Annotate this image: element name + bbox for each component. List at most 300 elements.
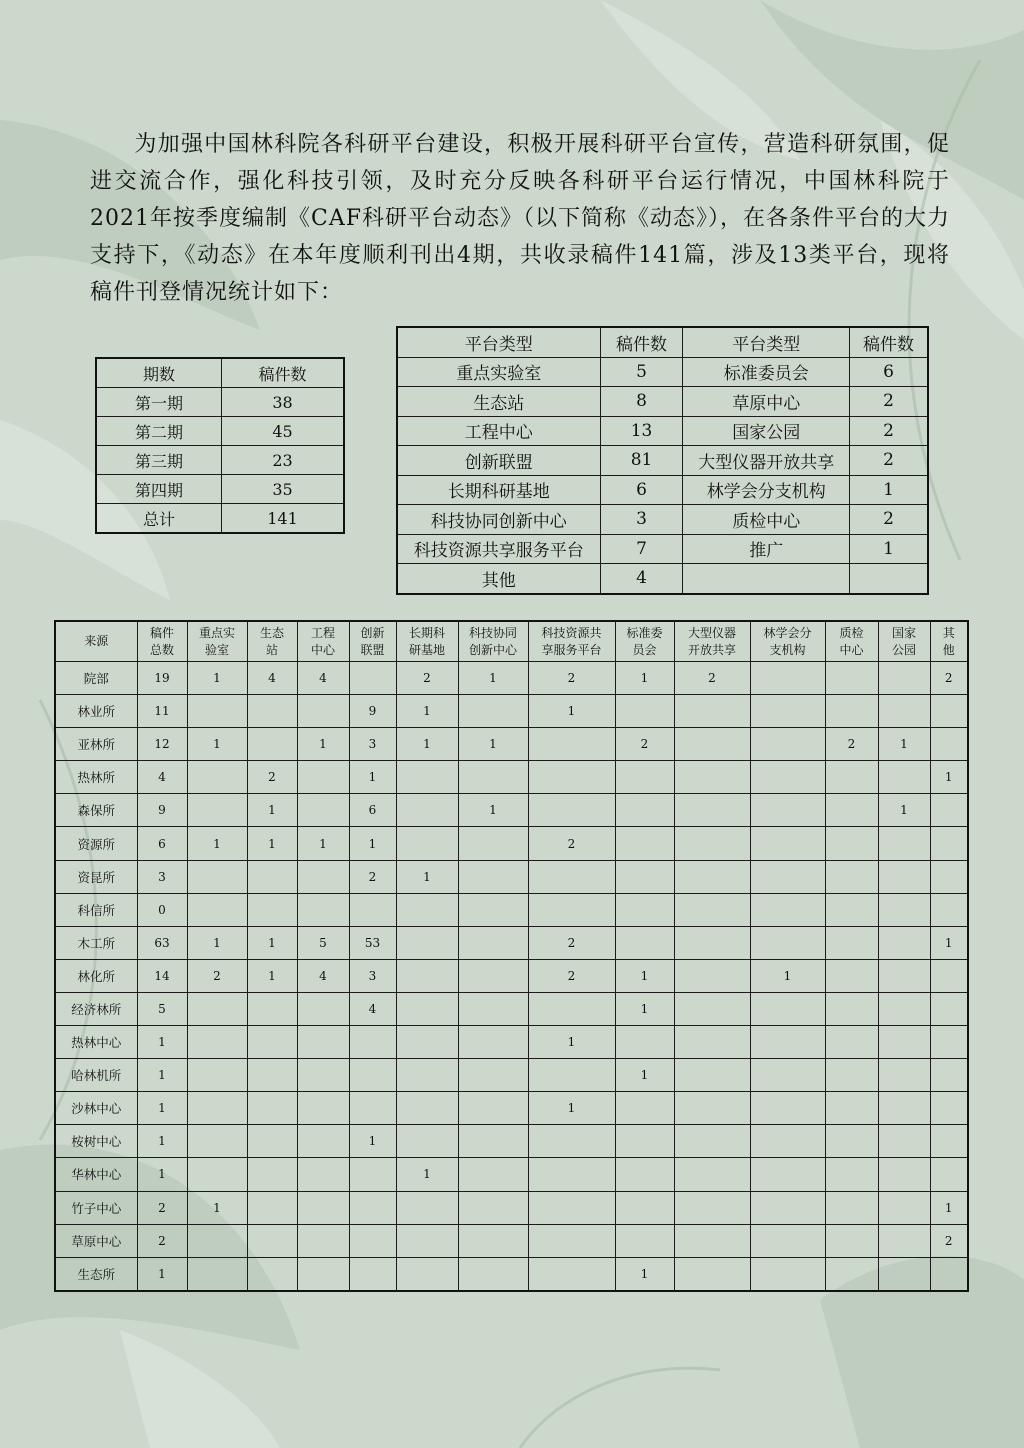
total-count: 5 [137, 992, 187, 1025]
issue-label: 第四期 [96, 475, 222, 504]
platform-type: 大型仪器开放共享 [683, 446, 850, 476]
table-row [96, 417, 344, 446]
header-line: 大型仪器 [687, 625, 736, 640]
platform-count [674, 695, 750, 728]
source-name: 科信所 [55, 893, 137, 926]
source-name: 亚林所 [55, 728, 137, 761]
platform-count: 2 [930, 1224, 968, 1257]
platform-count: 1 [615, 1059, 674, 1092]
platform-count [458, 827, 528, 860]
platform-count [750, 1257, 825, 1291]
platform-count: 1 [297, 827, 349, 860]
header-line: 公园 [891, 642, 916, 657]
platform-count [297, 1125, 349, 1158]
total-count: 6 [137, 827, 187, 860]
platform-count [349, 1059, 396, 1092]
platform-count [750, 992, 825, 1025]
platform-count [615, 827, 674, 860]
platform-count [458, 992, 528, 1025]
platform-count [396, 1026, 458, 1059]
platform-count: 7 [600, 534, 683, 564]
platform-count [396, 1125, 458, 1158]
header-line: 科技协同 [468, 625, 517, 640]
platform-count [878, 695, 930, 728]
platform-count [674, 1224, 750, 1257]
platform-count: 1 [615, 992, 674, 1025]
platform-count [674, 1092, 750, 1125]
platform-count: 1 [187, 827, 247, 860]
platform-count [825, 1125, 878, 1158]
platform-count [247, 893, 297, 926]
header-line: 稿件 [149, 625, 174, 640]
platform-count [878, 1191, 930, 1224]
platform-count [750, 1158, 825, 1191]
platform-count: 1 [930, 761, 968, 794]
platform-count: 1 [349, 761, 396, 794]
header-line: 质检 [839, 625, 864, 640]
source-name: 哈林机所 [55, 1059, 137, 1092]
platform-count: 2 [850, 387, 928, 417]
platform-count [247, 1092, 297, 1125]
platform-count [878, 860, 930, 893]
platform-count [930, 695, 968, 728]
platform-count: 9 [349, 695, 396, 728]
table-row [55, 1092, 968, 1125]
platform-count [349, 1026, 396, 1059]
platform-count: 1 [349, 827, 396, 860]
platform-count [458, 1059, 528, 1092]
header-line: 林学会分 [763, 625, 812, 640]
platform-count: 2 [247, 761, 297, 794]
platform-count [615, 695, 674, 728]
platform-count [458, 1125, 528, 1158]
platform-count [930, 893, 968, 926]
platform-count [750, 1092, 825, 1125]
platform-count [458, 695, 528, 728]
platform-count [825, 893, 878, 926]
platform-count [750, 728, 825, 761]
platform-type: 其他 [397, 564, 600, 594]
total-count: 1 [137, 1026, 187, 1059]
table-row [55, 926, 968, 959]
header-cell [137, 621, 187, 662]
platform-count [458, 1158, 528, 1191]
platform-count [396, 893, 458, 926]
platform-count [878, 1026, 930, 1059]
table-row [55, 1059, 968, 1092]
table-row [397, 564, 928, 594]
platform-count [349, 1158, 396, 1191]
platform-count [187, 1158, 247, 1191]
platform-table [396, 326, 929, 595]
table-row [55, 662, 968, 695]
total-count: 2 [137, 1191, 187, 1224]
platform-count [825, 926, 878, 959]
platform-count: 2 [528, 827, 615, 860]
source-name: 草原中心 [55, 1224, 137, 1257]
platform-count [825, 662, 878, 695]
platform-count: 1 [458, 728, 528, 761]
header-cell [674, 621, 750, 662]
table-row [397, 534, 928, 564]
platform-count: 2 [615, 728, 674, 761]
platform-count [750, 1224, 825, 1257]
platform-count [930, 860, 968, 893]
total-count: 1 [137, 1257, 187, 1291]
header-line: 科技资源共 [541, 625, 602, 640]
header-line: 工程 [310, 625, 335, 640]
platform-count [247, 1191, 297, 1224]
source-table [54, 620, 969, 1292]
platform-count [674, 1158, 750, 1191]
platform-count: 1 [878, 794, 930, 827]
platform-count [458, 1092, 528, 1125]
table-header-row [55, 621, 968, 662]
total-count: 1 [137, 1125, 187, 1158]
platform-count [930, 1158, 968, 1191]
source-name: 桉树中心 [55, 1125, 137, 1158]
header-cell [878, 621, 930, 662]
platform-count [750, 1026, 825, 1059]
platform-count [750, 761, 825, 794]
platform-count [825, 959, 878, 992]
header-line: 来源 [84, 634, 109, 648]
platform-count [297, 794, 349, 827]
table-header-row [96, 358, 344, 388]
platform-count: 1 [615, 662, 674, 695]
platform-count: 1 [615, 1257, 674, 1291]
platform-count [878, 1125, 930, 1158]
platform-count: 2 [674, 662, 750, 695]
platform-count [674, 1191, 750, 1224]
header-line: 享服务平台 [541, 642, 602, 657]
platform-count [825, 761, 878, 794]
platform-count [297, 1026, 349, 1059]
header-cell: 稿件数 [600, 327, 683, 357]
platform-type: 草原中心 [683, 387, 850, 417]
total-count: 12 [137, 728, 187, 761]
total-count: 3 [137, 860, 187, 893]
issue-count: 45 [222, 417, 345, 446]
platform-count [615, 761, 674, 794]
platform-count [674, 893, 750, 926]
header-line: 支机构 [769, 642, 806, 657]
platform-count [247, 1125, 297, 1158]
platform-count [825, 1224, 878, 1257]
header-cell [750, 621, 825, 662]
platform-count: 1 [850, 534, 928, 564]
issue-label: 第三期 [96, 446, 222, 475]
platform-count [187, 1059, 247, 1092]
platform-type: 创新联盟 [397, 446, 600, 476]
platform-type: 工程中心 [397, 416, 600, 446]
platform-count: 1 [349, 1125, 396, 1158]
platform-count [187, 893, 247, 926]
platform-count: 2 [528, 959, 615, 992]
header-line: 验室 [204, 642, 229, 657]
header-line: 创新 [360, 625, 385, 640]
table-row [55, 761, 968, 794]
platform-count [930, 992, 968, 1025]
header-cell [930, 621, 968, 662]
header-line: 联盟 [360, 642, 385, 657]
header-line: 开放共享 [687, 642, 736, 657]
platform-count [349, 662, 396, 695]
platform-count [674, 1125, 750, 1158]
platform-count [878, 893, 930, 926]
platform-count: 1 [297, 728, 349, 761]
table-row [397, 446, 928, 476]
platform-count [750, 1191, 825, 1224]
platform-count [825, 695, 878, 728]
platform-count [825, 794, 878, 827]
source-name: 经济林所 [55, 992, 137, 1025]
platform-count [930, 794, 968, 827]
header-cell [458, 621, 528, 662]
header-cell [55, 621, 137, 662]
source-name: 热林中心 [55, 1026, 137, 1059]
table-row [397, 416, 928, 446]
platform-count [878, 1158, 930, 1191]
header-line: 研基地 [408, 642, 445, 657]
total-count: 1 [137, 1059, 187, 1092]
platform-type: 重点实验室 [397, 357, 600, 387]
platform-count [528, 728, 615, 761]
platform-count: 2 [528, 662, 615, 695]
platform-count [187, 1257, 247, 1291]
platform-count [349, 1092, 396, 1125]
header-line: 他 [942, 642, 955, 657]
platform-type: 科技协同创新中心 [397, 505, 600, 535]
platform-count [878, 926, 930, 959]
platform-count [247, 1224, 297, 1257]
header-line: 站 [265, 642, 278, 657]
platform-count [674, 1059, 750, 1092]
platform-count: 4 [349, 992, 396, 1025]
table-row [397, 475, 928, 505]
table-row [55, 728, 968, 761]
platform-count [750, 860, 825, 893]
platform-count: 2 [396, 662, 458, 695]
header-line: 重点实 [198, 625, 235, 640]
platform-count: 5 [297, 926, 349, 959]
platform-count: 1 [750, 959, 825, 992]
total-count: 1 [137, 1158, 187, 1191]
platform-count [674, 728, 750, 761]
platform-count [750, 794, 825, 827]
platform-count: 4 [297, 959, 349, 992]
platform-count [825, 860, 878, 893]
platform-count [187, 794, 247, 827]
platform-type: 质检中心 [683, 505, 850, 535]
source-name: 森保所 [55, 794, 137, 827]
platform-count [528, 1059, 615, 1092]
header-cell [187, 621, 247, 662]
platform-count [396, 1257, 458, 1291]
platform-type: 长期科研基地 [397, 475, 600, 505]
table-row [55, 794, 968, 827]
platform-count [528, 1191, 615, 1224]
issue-count: 141 [222, 504, 345, 534]
platform-count [458, 959, 528, 992]
platform-count [247, 860, 297, 893]
platform-count [349, 1224, 396, 1257]
platform-count [297, 1224, 349, 1257]
source-name: 生态所 [55, 1257, 137, 1291]
platform-count [615, 860, 674, 893]
platform-count [396, 1059, 458, 1092]
header-line: 标准委 [626, 625, 663, 640]
platform-type: 标准委员会 [683, 357, 850, 387]
platform-count [750, 1059, 825, 1092]
platform-count: 1 [396, 728, 458, 761]
platform-count [615, 794, 674, 827]
table-row [55, 959, 968, 992]
issue-count: 23 [222, 446, 345, 475]
platform-count: 1 [247, 794, 297, 827]
platform-count [878, 662, 930, 695]
platform-count: 1 [878, 728, 930, 761]
platform-count: 3 [600, 505, 683, 535]
platform-count [187, 761, 247, 794]
platform-count [396, 1191, 458, 1224]
platform-count [247, 1257, 297, 1291]
header-cell: 稿件数 [850, 327, 928, 357]
table-row [397, 357, 928, 387]
table-header-row [397, 327, 928, 357]
platform-count [349, 1191, 396, 1224]
issue-count: 35 [222, 475, 345, 504]
table-row [96, 504, 344, 534]
table-row [55, 695, 968, 728]
platform-count [297, 1059, 349, 1092]
platform-count [396, 926, 458, 959]
platform-count [878, 992, 930, 1025]
platform-count [825, 992, 878, 1025]
platform-count: 4 [247, 662, 297, 695]
platform-count [458, 893, 528, 926]
platform-count [247, 992, 297, 1025]
platform-count: 13 [600, 416, 683, 446]
platform-count [458, 860, 528, 893]
platform-count [615, 1026, 674, 1059]
total-count: 19 [137, 662, 187, 695]
platform-count [930, 1092, 968, 1125]
total-count: 2 [137, 1224, 187, 1257]
platform-count: 1 [187, 728, 247, 761]
source-name: 热林所 [55, 761, 137, 794]
platform-count [750, 827, 825, 860]
platform-count [458, 926, 528, 959]
source-name: 华林中心 [55, 1158, 137, 1191]
platform-count [396, 1224, 458, 1257]
platform-count: 1 [396, 695, 458, 728]
platform-count [458, 761, 528, 794]
header-line: 总数 [149, 642, 174, 657]
platform-count: 6 [349, 794, 396, 827]
header-line: 生态 [259, 625, 284, 640]
source-table-body [55, 621, 968, 1291]
platform-count: 2 [528, 926, 615, 959]
platform-count [878, 1092, 930, 1125]
table-row [55, 992, 968, 1025]
platform-count: 1 [187, 1191, 247, 1224]
platform-count: 81 [600, 446, 683, 476]
platform-count: 1 [247, 959, 297, 992]
platform-count: 1 [528, 1026, 615, 1059]
platform-count [247, 1026, 297, 1059]
platform-count [930, 1026, 968, 1059]
table-row [55, 1158, 968, 1191]
platform-count [458, 1191, 528, 1224]
platform-count: 3 [349, 728, 396, 761]
table-row [55, 1026, 968, 1059]
platform-count [297, 1158, 349, 1191]
platform-count [674, 959, 750, 992]
platform-count [349, 893, 396, 926]
table-row [55, 1257, 968, 1291]
platform-count [930, 1125, 968, 1158]
platform-count: 1 [187, 926, 247, 959]
platform-type: 生态站 [397, 387, 600, 417]
table-row [55, 1125, 968, 1158]
platform-count: 1 [528, 1092, 615, 1125]
platform-count [674, 827, 750, 860]
platform-count [825, 1059, 878, 1092]
platform-count: 1 [458, 794, 528, 827]
platform-count [674, 992, 750, 1025]
platform-count [297, 761, 349, 794]
platform-count [187, 860, 247, 893]
platform-count [396, 959, 458, 992]
total-count: 9 [137, 794, 187, 827]
platform-type: 国家公园 [683, 416, 850, 446]
platform-count [187, 1224, 247, 1257]
intro-text: 为加强中国林科院各科研平台建设，积极开展科研平台宣传，营造科研氛围，促进交流合作，强化科技引领，及时充分反映各科研平台运行情况，中国林科院于2021年按季度编制《CAF科研平台动态》（以下简称《动态》），在各条件平台的大力支持下，《动态》在本年度顺利刊出4期，共收录稿件141篇，涉及13类平台，现将稿件刊登情况统计如下： [90, 132, 950, 305]
platform-count [674, 1026, 750, 1059]
total-count: 0 [137, 893, 187, 926]
platform-count [187, 1092, 247, 1125]
total-count: 1 [137, 1092, 187, 1125]
header-cell [247, 621, 297, 662]
platform-count [930, 959, 968, 992]
table-row [96, 475, 344, 504]
issues-table [95, 357, 345, 534]
issue-label: 总计 [96, 504, 222, 534]
header-line: 员会 [632, 642, 657, 657]
platform-count [750, 893, 825, 926]
platform-count [615, 1158, 674, 1191]
platform-count [396, 992, 458, 1025]
platform-count: 2 [850, 446, 928, 476]
platform-count [674, 1257, 750, 1291]
table-row [55, 893, 968, 926]
platform-count [349, 1257, 396, 1291]
header-cell: 平台类型 [683, 327, 850, 357]
table-row [55, 1224, 968, 1257]
source-name: 林化所 [55, 959, 137, 992]
header-line: 国家 [891, 625, 916, 640]
platform-count [247, 1158, 297, 1191]
table-row [96, 388, 344, 417]
header-line: 长期科 [408, 625, 445, 640]
platform-count: 1 [187, 662, 247, 695]
header-cell [825, 621, 878, 662]
platform-count [187, 695, 247, 728]
platform-count [615, 926, 674, 959]
platform-count: 1 [850, 475, 928, 505]
platform-count: 5 [600, 357, 683, 387]
